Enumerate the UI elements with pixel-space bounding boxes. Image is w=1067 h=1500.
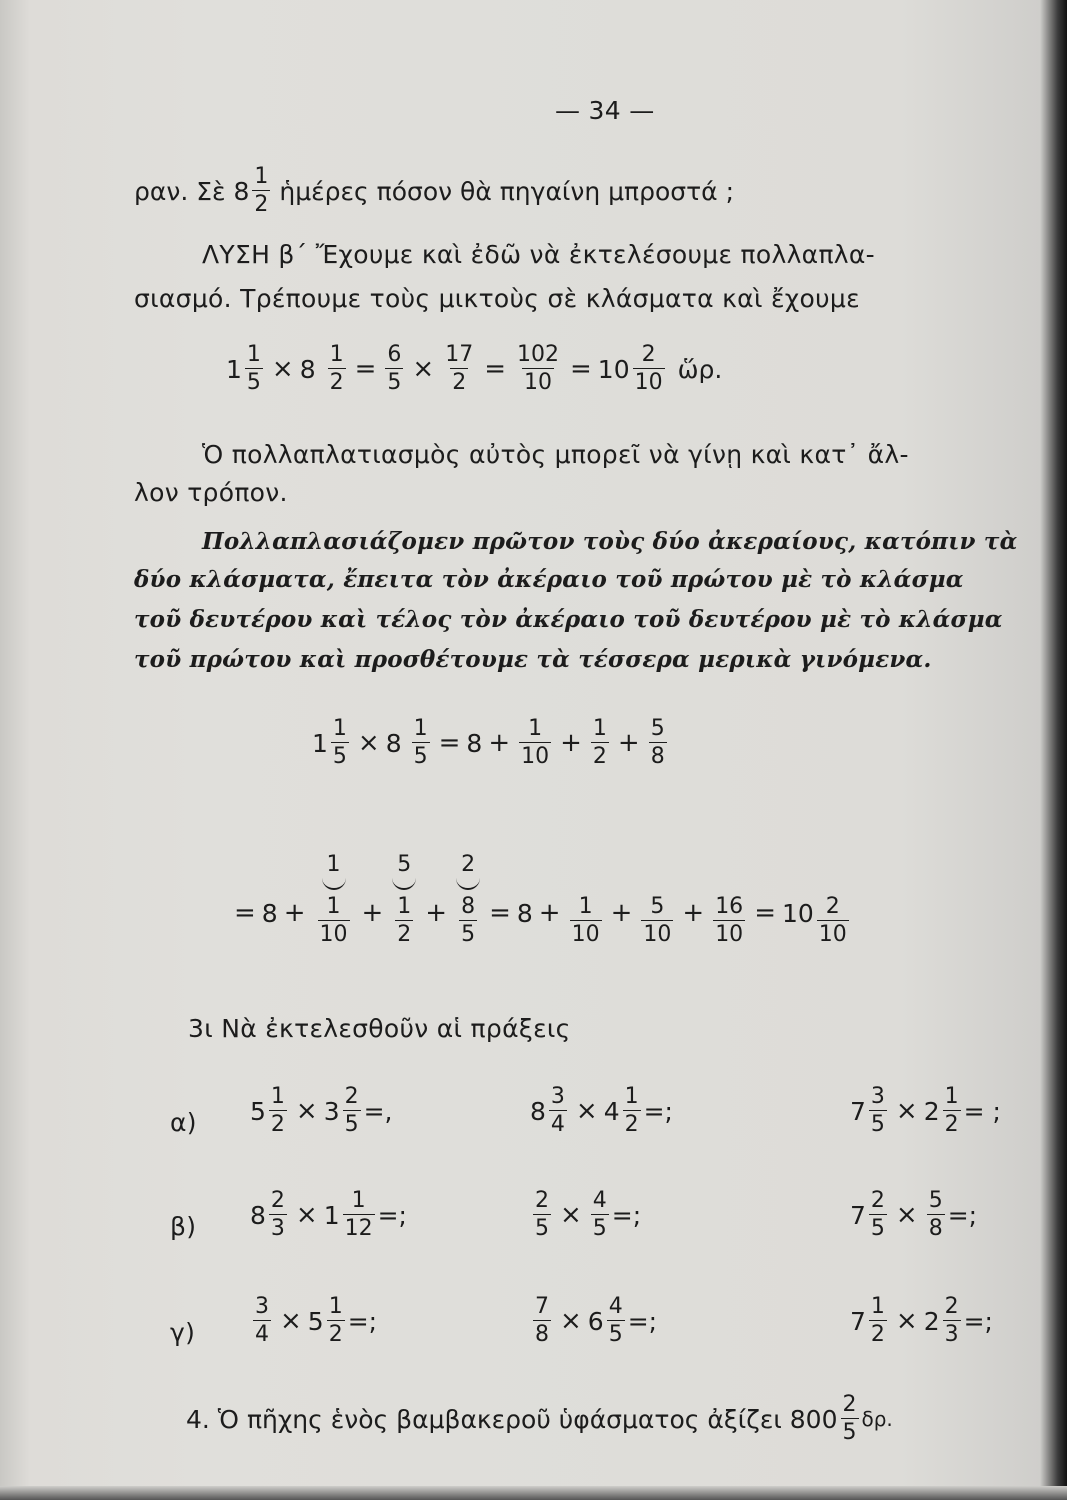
italic-line4: τοῦ πρώτου καὶ προσθέτουμε τὰ τέσσερα μερικὰ γινόμενα. xyxy=(134,646,932,673)
exercise-row-label: γ) xyxy=(170,1318,196,1347)
problem-4-text: 4. Ὁ πῆχης ἑνὸς βαμβακεροῦ ὑφάσματος ἀξίζει 800 xyxy=(186,1404,838,1434)
exercise-expression: $\frac{2}{5}$ × $\frac{4}{5}$ =; xyxy=(535,1188,642,1241)
problem-4-unit: δρ. xyxy=(861,1407,893,1431)
exercise-row-label: β) xyxy=(170,1212,197,1241)
exercise-expression: $\frac{7}{8}$ × 6 $\frac{4}{5}$ =; xyxy=(535,1294,658,1347)
question-line xyxy=(134,166,734,216)
solution-b-line1: ΛΥΣΗ β΄ Ἔχουμε καὶ ἐδῶ νὰ ἐκτελέσουμε πολλαπλα- xyxy=(202,240,875,269)
exercise-expression: 8 $\frac{3}{4}$ × 4 $\frac{1}{2}$ =; xyxy=(530,1084,673,1137)
exercise-expression: 7 $\frac{3}{5}$ × 2 $\frac{1}{2}$ = ; xyxy=(850,1084,1001,1137)
paragraph-2-line1: Ὁ πολλαπλατιασμὸς αὐτὸς μπορεῖ νὰ γίνῃ καὶ κατ᾿ ἄλ- xyxy=(202,440,909,469)
cancellation-3: 2 $\frac{8}{5}$ xyxy=(456,854,480,946)
line-suffix: ἡμέρες πόσον θὰ πηγαίνη μπροστά ; xyxy=(279,176,735,206)
equation-3: = 8 + 1 $\frac{1}{10}$ + 5 $\frac{1}{2}$ + 2 $\frac{8}{5}$ = 8 + $\frac{1}{10}$ + $\frac{5}{10}$ + $\frac{16}{10}$ = 10 $\frac{2}{10}$ xyxy=(234,852,847,947)
unit-label: ὥρ. xyxy=(677,354,723,384)
italic-line3: τοῦ δευτέρου καὶ τέλος τὸν ἀκέραιο τοῦ δευτέρου μὲ τὸ κλάσμα xyxy=(134,606,1003,633)
exercise-expression: 5 $\frac{1}{2}$ × 3 $\frac{2}{5}$ =, xyxy=(250,1084,393,1137)
exercise-expression: 7 $\frac{2}{5}$ × $\frac{5}{8}$ =; xyxy=(850,1188,978,1241)
exercise-row-label: α) xyxy=(170,1108,197,1137)
problem-4: 4. Ὁ πῆχης ἑνὸς βαμβακεροῦ ὑφάσματος ἀξίζει 800 $\frac{2}{5}$ δρ. xyxy=(186,1392,893,1445)
solution-b-line2: σιασμό. Τρέπουμε τοὺς μικτοὺς σὲ κλάσματα καὶ ἔχουμε xyxy=(134,284,860,313)
cancellation-2: 5 $\frac{1}{2}$ xyxy=(392,854,416,946)
fraction: $\frac{1}{2}$ xyxy=(254,164,269,217)
page-edge-shadow xyxy=(0,1486,1067,1500)
page-number: — 34 — xyxy=(555,96,655,125)
line-prefix: ραν. Σὲ 8 xyxy=(134,176,250,206)
italic-line1: Πολλαπλασιάζομεν πρῶτον τοὺς δύο ἀκεραίους, κατόπιν τὰ xyxy=(202,528,1018,555)
paragraph-2-line2: λον τρόπον. xyxy=(134,478,288,507)
exercise-expression: 8 $\frac{2}{3}$ × 1 $\frac{1}{12}$ =; xyxy=(250,1188,407,1241)
equation-2: 1 $\frac{1}{5}$ × 8 $\frac{1}{5}$ = 8 + $\frac{1}{10}$ + $\frac{1}{2}$ + $\frac{5}{8}$ xyxy=(312,716,665,769)
cancellation-1: 1 $\frac{1}{10}$ xyxy=(319,852,348,947)
exercise-expression: 7 $\frac{1}{2}$ × 2 $\frac{2}{3}$ =; xyxy=(850,1294,993,1347)
exercise-expression: $\frac{3}{4}$ × 5 $\frac{1}{2}$ =; xyxy=(255,1294,378,1347)
italic-line2: δύο κλάσματα, ἔπειτα τὸν ἀκέραιο τοῦ πρώτου μὲ τὸ κλάσμα xyxy=(134,566,964,593)
equation-1: 1 $\frac{1}{5}$ × 8 $\frac{1}{2}$ = $\frac{6}{5}$ × $\frac{17}{2}$ = $\frac{102}{10}$ = 10 $\frac{2}{10}$ ὥρ. xyxy=(226,342,723,395)
exercise-title: 3ι Νὰ ἐκτελεσθοῦν αἱ πράξεις xyxy=(188,1014,571,1043)
